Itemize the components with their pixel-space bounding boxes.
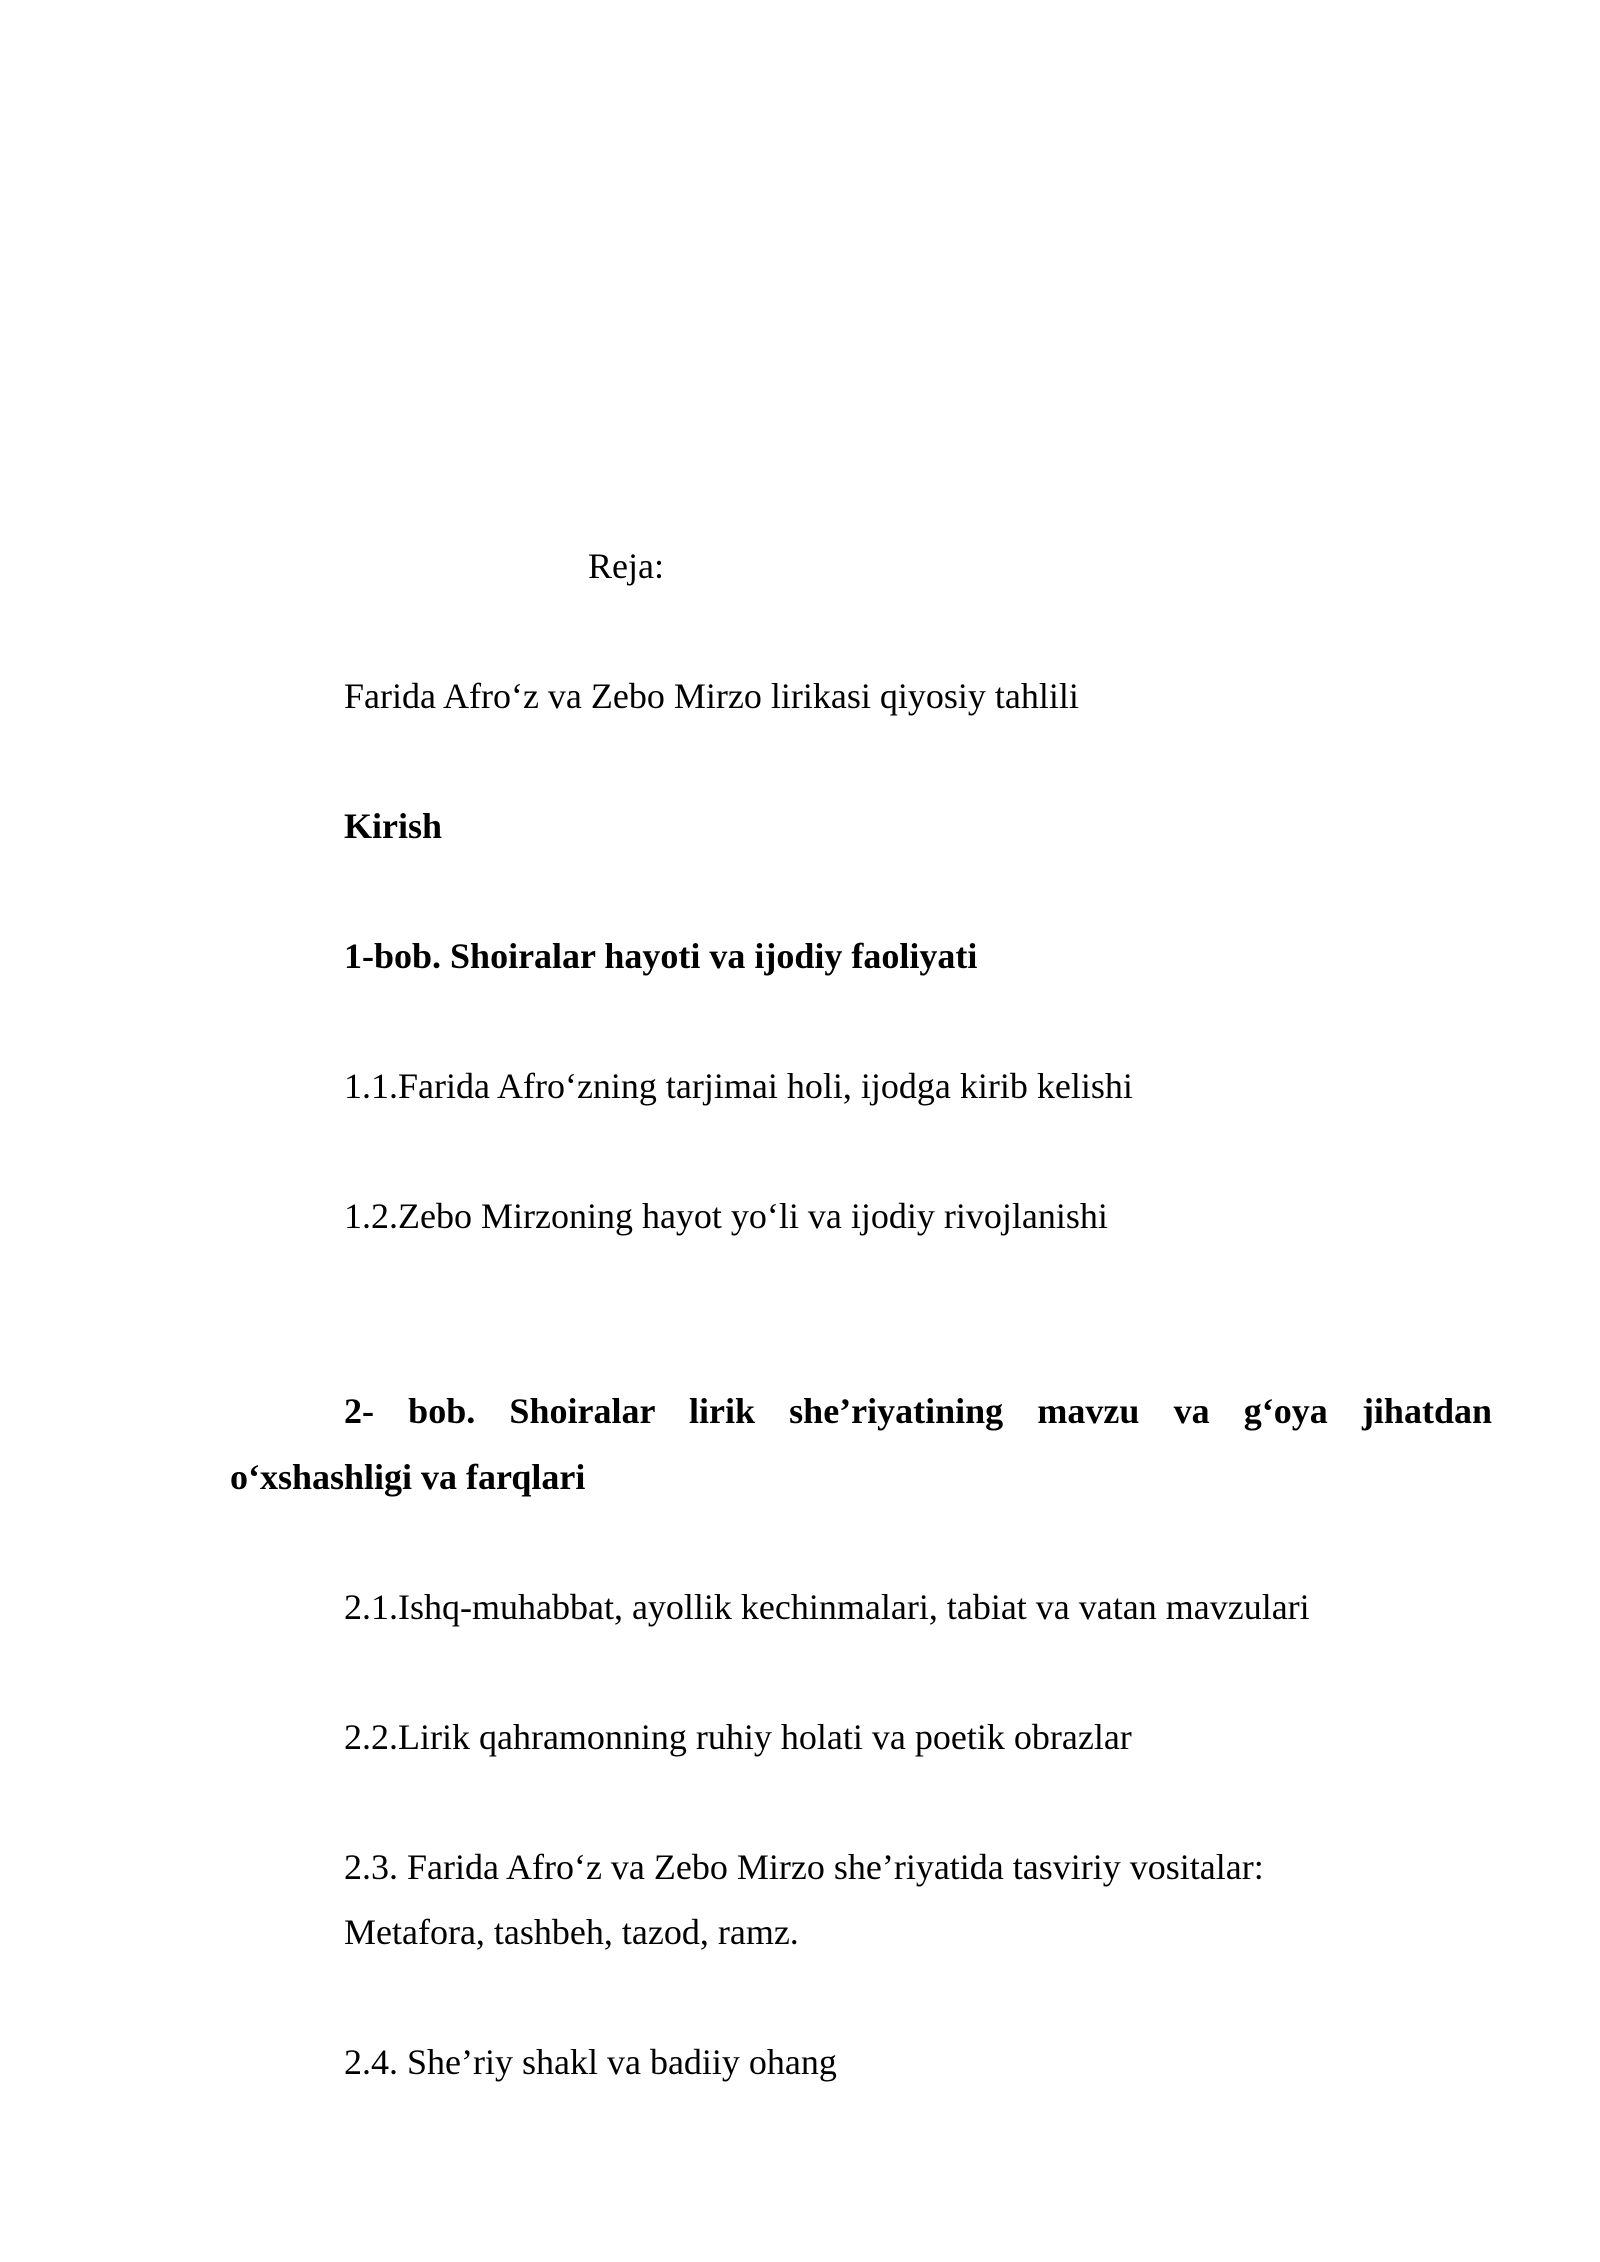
section-1-2: 1.2.Zebo Mirzoning hayot yo‘li va ijodiy rivojlanishi [344,1196,1108,1236]
plan-heading: Reja: [588,546,664,586]
chapter-2-title-line-1: 2- bob. Shoiralar lirik she’riyatining mavzu va g‘oya jihatdan [344,1391,1492,1431]
section-2-4: 2.4. She’riy shakl va badiiy ohang [344,2042,837,2082]
section-2-1: 2.1.Ishq-muhabbat, ayollik kechinmalari, tabiat va vatan mavzulari [344,1587,1310,1627]
document-title: Farida Afro‘z va Zebo Mirzo lirikasi qiyosiy tahlili [344,676,1079,716]
section-1-1: 1.1.Farida Afro‘zning tarjimai holi, ijodga kirib kelishi [344,1066,1133,1106]
section-2-3-continuation: Metafora, tashbeh, tazod, ramz. [344,1912,799,1952]
chapter-2-title-line-2: o‘xshashligi va farqlari [230,1457,586,1497]
intro-heading: Kirish [344,806,443,846]
chapter-1-title: 1-bob. Shoiralar hayoti va ijodiy faoliyati [344,936,978,976]
section-2-2: 2.2.Lirik qahramonning ruhiy holati va poetik obrazlar [344,1717,1132,1757]
section-2-3: 2.3. Farida Afro‘z va Zebo Mirzo she’riyatida tasviriy vositalar: [344,1847,1264,1887]
